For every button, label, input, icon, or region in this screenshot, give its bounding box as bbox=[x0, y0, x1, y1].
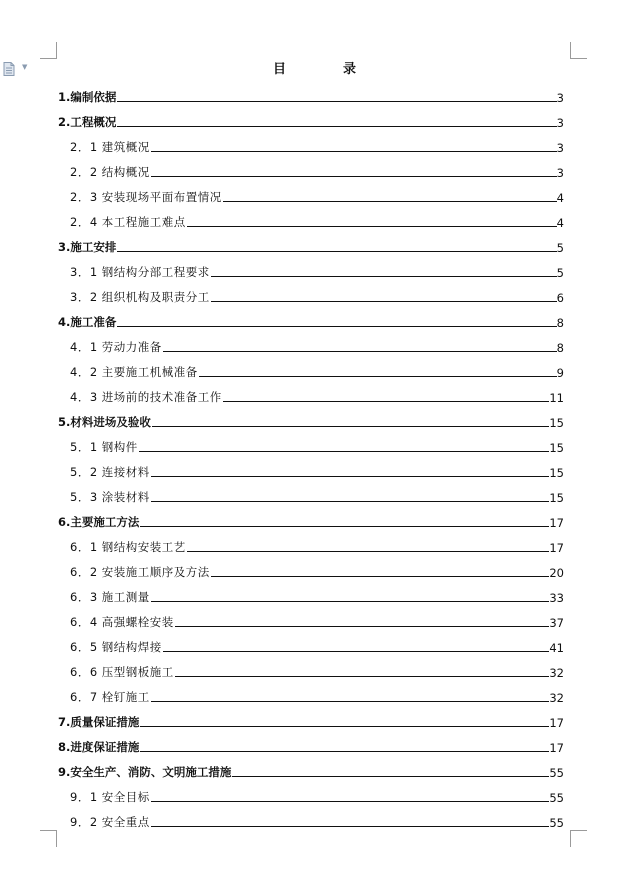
toc-entry-page-number: 33 bbox=[549, 591, 564, 605]
toc-entry-label: 9.安全生产、消防、文明施工措施 bbox=[58, 765, 232, 779]
toc-entry-label: 5．2 连接材料 bbox=[70, 465, 150, 479]
toc-entry-label: 3．2 组织机构及职责分工 bbox=[70, 290, 210, 304]
crop-mark-top-right bbox=[570, 42, 587, 59]
toc-entry-label: 9．2 安全重点 bbox=[70, 815, 150, 829]
toc-entry-page-number: 6 bbox=[556, 291, 564, 305]
toc-entry[interactable] bbox=[58, 430, 564, 455]
toc-entry[interactable] bbox=[58, 380, 564, 405]
chevron-down-icon[interactable]: ▼ bbox=[22, 63, 28, 71]
toc-leader-line bbox=[187, 550, 550, 552]
toc-entry-label: 3．1 钢结构分部工程要求 bbox=[70, 265, 210, 279]
toc-leader-line bbox=[117, 325, 556, 327]
toc-leader-line bbox=[117, 125, 556, 127]
toc-entry[interactable] bbox=[58, 805, 564, 830]
toc-entry[interactable] bbox=[58, 305, 564, 330]
toc-leader-line bbox=[175, 625, 550, 627]
toc-leader-line bbox=[151, 500, 550, 502]
toc-entry[interactable] bbox=[58, 705, 564, 730]
toc-entry-label: 8.进度保证措施 bbox=[58, 740, 140, 754]
toc-entry-page-number: 4 bbox=[556, 216, 564, 230]
toc-entry-page-number: 41 bbox=[549, 641, 564, 655]
toc-entry-label: 6.主要施工方法 bbox=[58, 515, 140, 529]
toc-entry[interactable] bbox=[58, 580, 564, 605]
toc-entry[interactable] bbox=[58, 255, 564, 280]
toc-entry-page-number: 11 bbox=[549, 391, 564, 405]
toc-entry-label: 6．1 钢结构安装工艺 bbox=[70, 540, 186, 554]
toc-leader-line bbox=[152, 425, 549, 427]
toc-leader-line bbox=[187, 225, 557, 227]
toc-entry[interactable] bbox=[58, 780, 564, 805]
toc-entry[interactable] bbox=[58, 105, 564, 130]
toc-leader-line bbox=[211, 275, 557, 277]
toc-entry[interactable] bbox=[58, 230, 564, 255]
toc-entry-label: 5．3 涂装材料 bbox=[70, 490, 150, 504]
toc-entry-label: 6．4 高强螺栓安装 bbox=[70, 615, 174, 629]
toc-entry-page-number: 3 bbox=[556, 116, 564, 130]
toc-entry-label: 4.施工准备 bbox=[58, 315, 117, 329]
toc-entry-page-number: 55 bbox=[549, 791, 564, 805]
toc-entry-page-number: 20 bbox=[549, 566, 564, 580]
toc-entry-page-number: 3 bbox=[556, 141, 564, 155]
toc-entry[interactable] bbox=[58, 130, 564, 155]
toc-entry[interactable] bbox=[58, 280, 564, 305]
toc-entry-label: 2．2 结构概况 bbox=[70, 165, 150, 179]
toc-entry-page-number: 17 bbox=[549, 741, 564, 755]
toc-entry-page-number: 37 bbox=[549, 616, 564, 630]
toc-leader-line bbox=[223, 400, 550, 402]
toc-entry[interactable] bbox=[58, 455, 564, 480]
table-of-contents bbox=[58, 80, 564, 830]
toc-entry[interactable] bbox=[58, 355, 564, 380]
toc-entry-label: 9．1 安全目标 bbox=[70, 790, 150, 804]
toc-entry-page-number: 4 bbox=[556, 191, 564, 205]
toc-leader-line bbox=[211, 300, 557, 302]
toc-leader-line bbox=[232, 775, 549, 777]
toc-entry-page-number: 15 bbox=[549, 441, 564, 455]
toc-leader-line bbox=[117, 250, 556, 252]
toc-entry-page-number: 55 bbox=[549, 766, 564, 780]
toc-entry[interactable] bbox=[58, 655, 564, 680]
crop-mark-top-left bbox=[40, 42, 57, 59]
toc-leader-line bbox=[175, 675, 550, 677]
toc-entry[interactable] bbox=[58, 530, 564, 555]
toc-leader-line bbox=[151, 825, 550, 827]
toc-leader-line bbox=[140, 725, 549, 727]
toc-leader-line bbox=[151, 150, 557, 152]
toc-leader-line bbox=[223, 200, 557, 202]
toc-entry-label: 6．7 栓钉施工 bbox=[70, 690, 150, 704]
toc-entry[interactable] bbox=[58, 605, 564, 630]
toc-leader-line bbox=[151, 175, 557, 177]
toc-entry[interactable] bbox=[58, 730, 564, 755]
toc-entry[interactable] bbox=[58, 555, 564, 580]
toc-entry-label: 2．3 安装现场平面布置情况 bbox=[70, 190, 222, 204]
toc-entry-label: 4．1 劳动力准备 bbox=[70, 340, 162, 354]
toc-entry-page-number: 55 bbox=[549, 816, 564, 830]
toc-entry-page-number: 15 bbox=[549, 416, 564, 430]
toc-entry-label: 6．6 压型钢板施工 bbox=[70, 665, 174, 679]
toc-entry[interactable] bbox=[58, 205, 564, 230]
toc-entry-page-number: 32 bbox=[549, 666, 564, 680]
toc-entry-label: 5.材料进场及验收 bbox=[58, 415, 151, 429]
crop-mark-bottom-left bbox=[40, 830, 57, 847]
toc-entry[interactable] bbox=[58, 180, 564, 205]
toc-entry[interactable] bbox=[58, 630, 564, 655]
toc-entry[interactable] bbox=[58, 155, 564, 180]
toc-entry[interactable] bbox=[58, 330, 564, 355]
toc-entry-page-number: 8 bbox=[556, 316, 564, 330]
toc-leader-line bbox=[151, 475, 550, 477]
toc-leader-line bbox=[140, 750, 549, 752]
toc-entry-label: 2．1 建筑概况 bbox=[70, 140, 150, 154]
toc-entry-page-number: 15 bbox=[549, 466, 564, 480]
toc-leader-line bbox=[151, 600, 550, 602]
toc-leader-line bbox=[151, 700, 550, 702]
toc-leader-line bbox=[163, 650, 550, 652]
toc-entry[interactable] bbox=[58, 405, 564, 430]
toc-entry[interactable] bbox=[58, 505, 564, 530]
crop-mark-bottom-right bbox=[570, 830, 587, 847]
toc-entry-page-number: 17 bbox=[549, 516, 564, 530]
toc-leader-line bbox=[139, 450, 550, 452]
toc-entry[interactable] bbox=[58, 80, 564, 105]
toc-entry-label: 6．5 钢结构焊接 bbox=[70, 640, 162, 654]
toc-entry-page-number: 3 bbox=[556, 91, 564, 105]
toc-entry-page-number: 17 bbox=[549, 541, 564, 555]
toc-entry-label: 2.工程概况 bbox=[58, 115, 117, 129]
toc-entry-label: 3.施工安排 bbox=[58, 240, 117, 254]
toc-entry-page-number: 3 bbox=[556, 166, 564, 180]
toc-entry-label: 5．1 钢构件 bbox=[70, 440, 138, 454]
toc-leader-line bbox=[151, 800, 550, 802]
toc-entry[interactable] bbox=[58, 680, 564, 705]
toc-entry-label: 6．3 施工测量 bbox=[70, 590, 150, 604]
toc-entry-page-number: 32 bbox=[549, 691, 564, 705]
toc-entry-page-number: 15 bbox=[549, 491, 564, 505]
toc-leader-line bbox=[140, 525, 549, 527]
toc-entry-label: 6．2 安装施工顺序及方法 bbox=[70, 565, 210, 579]
toc-entry-page-number: 5 bbox=[556, 266, 564, 280]
toc-entry-label: 4．2 主要施工机械准备 bbox=[70, 365, 198, 379]
toc-entry-page-number: 17 bbox=[549, 716, 564, 730]
toc-entry-label: 1.编制依据 bbox=[58, 90, 117, 104]
toc-entry-label: 4．3 进场前的技术准备工作 bbox=[70, 390, 222, 404]
toc-leader-line bbox=[117, 100, 556, 102]
toc-entry-page-number: 8 bbox=[556, 341, 564, 355]
toc-entry-label: 7.质量保证措施 bbox=[58, 715, 140, 729]
toc-entry[interactable] bbox=[58, 480, 564, 505]
toc-leader-line bbox=[211, 575, 550, 577]
toc-entry-page-number: 9 bbox=[556, 366, 564, 380]
toc-leader-line bbox=[199, 375, 557, 377]
toc-leader-line bbox=[163, 350, 557, 352]
toc-entry-label: 2．4 本工程施工难点 bbox=[70, 215, 186, 229]
toc-title: 目 录 bbox=[272, 62, 378, 77]
toc-entry-page-number: 5 bbox=[556, 241, 564, 255]
toc-entry[interactable] bbox=[58, 755, 564, 780]
